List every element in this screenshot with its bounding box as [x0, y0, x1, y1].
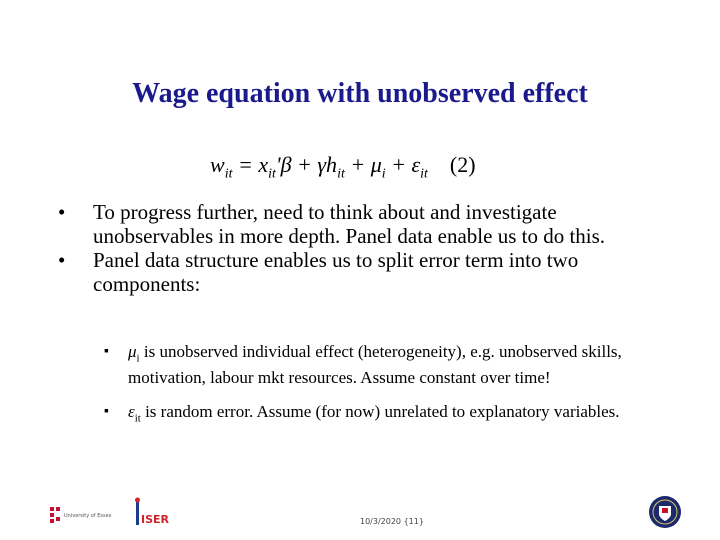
page-number: {11}	[403, 517, 424, 526]
sub-bullet-square: ▪	[104, 404, 109, 420]
epsilon-symbol: ε	[128, 402, 135, 422]
slide-footer	[0, 495, 720, 535]
bullet-list	[58, 200, 668, 296]
oxford-crest-logo	[648, 495, 682, 529]
eq-part2: 'β + γh	[275, 152, 338, 177]
iser-logo-text: ISER	[141, 513, 169, 526]
bullet-item	[58, 248, 668, 296]
eq-mu-sub: i	[381, 166, 386, 182]
mu-symbol: μ	[128, 342, 137, 361]
bullet-text: To progress further, need to think about and investigate unobservables in more depth. Panel data enable us to do this.	[93, 200, 606, 248]
sub-bullet-text: is unobserved individual effect (heterogeneity), e.g. unobserved skills, motivation, labour mkt resources. Assume constant over time!	[128, 342, 622, 388]
slide-title: Wage equation with unobserved effect	[132, 78, 588, 109]
equation-number: (2)	[449, 152, 476, 177]
eq-w: w	[210, 152, 225, 177]
footer-date: 10/3/2020 {11}	[360, 517, 424, 526]
sub-bullet-text: is random error. Assume (for now) unrelated to explanatory variables.	[140, 402, 620, 422]
eq-x-sub: it	[268, 166, 276, 182]
eq-part3: + μ	[344, 152, 382, 177]
eq-eps-sub: it	[420, 166, 428, 182]
bullet-item	[58, 200, 668, 248]
mu-subscript: i	[136, 352, 140, 365]
bullet-text: Panel data structure enables us to split error term into two components:	[93, 248, 579, 296]
university-of-essex-logo	[48, 503, 128, 525]
sub-bullet-square: ▪	[104, 344, 109, 359]
epsilon-subscript: it	[134, 412, 141, 425]
eq-h-sub: it	[337, 166, 345, 182]
sub-bullet-item	[104, 342, 664, 388]
bullet-dot: •	[58, 248, 66, 272]
iser-logo	[132, 497, 176, 529]
eq-part4: + ε	[385, 152, 421, 177]
sub-bullet-list	[104, 342, 664, 443]
essex-logo-text: University of Essex	[64, 513, 112, 519]
bullet-dot: •	[58, 200, 66, 224]
sub-bullet-item	[104, 402, 664, 428]
wage-equation	[210, 152, 476, 182]
eq-part1: = x	[232, 152, 269, 177]
eq-w-sub: it	[224, 166, 233, 182]
